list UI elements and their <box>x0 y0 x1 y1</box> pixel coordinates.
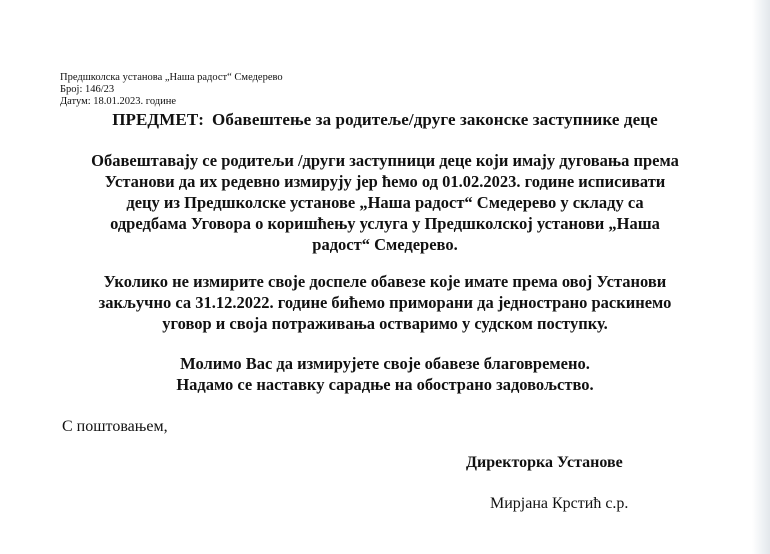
paragraph-line: закључно са 31.12.2022. године бићемо приморани да једнострано раскинемо <box>98 293 672 312</box>
document-date: Датум: 18.01.2023. године <box>60 96 177 107</box>
director-title: Директорка Установе <box>466 454 623 471</box>
notice-paragraph <box>40 150 730 255</box>
paragraph-line: Установи да их редевно измирују јер ћемо од 01.02.2023. године исписивати <box>104 172 666 191</box>
paragraph-line: Молимо Вас да измирујете своје обавезе благовремено. <box>180 354 590 373</box>
paragraph-line: Надамо се наставку сарадње на обострано задовољство. <box>176 375 594 394</box>
paragraph-line: уговор и своја потраживања остваримо у судском поступку. <box>162 314 608 333</box>
subject-text: Обавештење за родитеље/друге законске заступнике деце <box>212 110 658 129</box>
director-signature: Мирјана Крстић с.р. <box>490 495 629 512</box>
paragraph-line: Уколико не измирите своје доспеле обавезе које имате према овој Установи <box>103 272 667 291</box>
page-edge-shadow <box>752 0 770 554</box>
request-paragraph <box>40 353 730 395</box>
paragraph-line: одредбама Уговора о коришћењу услуга у Предшколској установи „Наша <box>110 214 660 233</box>
institution-name: Предшколска установа „Наша радост“ Смедерево <box>60 72 283 83</box>
closing-greeting: С поштовањем, <box>62 418 168 435</box>
paragraph-line: радост“ Смедерево. <box>312 235 458 254</box>
subject-line <box>0 110 770 130</box>
warning-paragraph <box>40 271 730 334</box>
subject-label: ПРЕДМЕТ: <box>112 110 205 129</box>
paragraph-line: Обавештавају се родитељи /други заступници деце који имају дуговања према <box>91 151 679 170</box>
document-number: Број: 146/23 <box>60 84 115 95</box>
paragraph-line: децу из Предшколске установе „Наша радост“ Смедерево у складу са <box>126 193 644 212</box>
